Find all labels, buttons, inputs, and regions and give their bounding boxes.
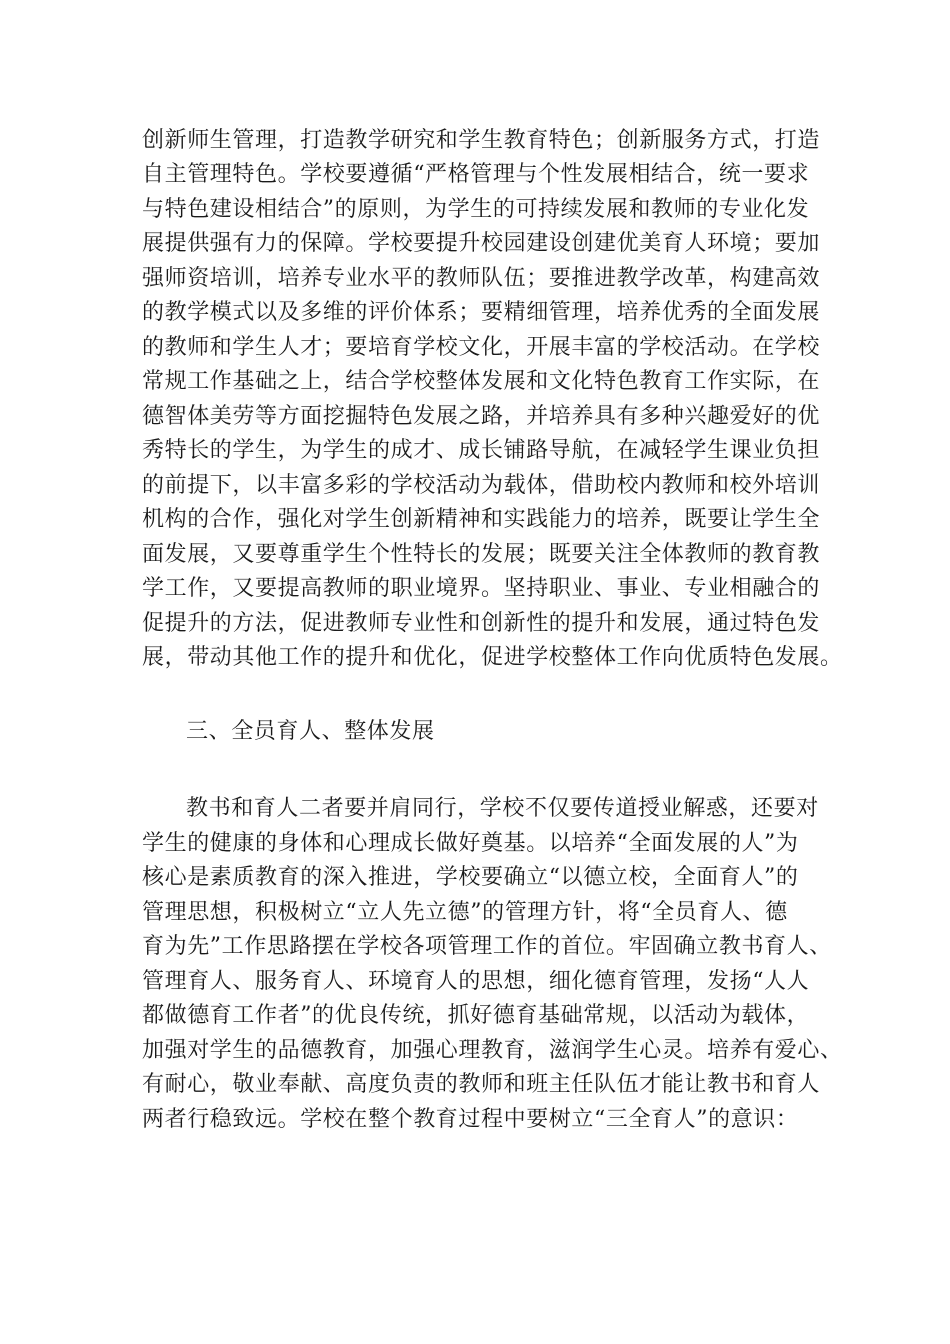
paragraph-2-line: 管理育人、服务育人、环境育人的思想，细化德育管理，发扬“人人 [142,969,810,994]
paragraph-2-line: 管理思想，积极树立“立人先立德”的管理方针，将“全员育人、德 [142,900,788,925]
paragraph-1-line: 常规工作基础之上，结合学校整体发展和文化特色教育工作实际，在 [142,369,821,394]
paragraph-1-line: 机构的合作，强化对学生创新精神和实践能力的培养，既要让学生全 [142,507,821,532]
paragraph-1-line: 创新师生管理，打造教学研究和学生教育特色；创新服务方式，打造 [142,128,821,153]
paragraph-2-line: 加强对学生的品德教育，加强心理教育，滋润学生心灵。培养有爱心、 [142,1038,843,1063]
paragraph-1-line: 自主管理特色。学校要遵循“严格管理与个性发展相结合，统一要求 [142,162,810,187]
paragraph-1-line: 展，带动其他工作的提升和优化，促进学校整体工作向优质特色发展。 [142,645,843,670]
paragraph-2-line: 都做德育工作者”的优良传统，抓好德育基础常规，以活动为载体， [142,1003,810,1028]
paragraph-2-line: 核心是素质教育的深入推进，学校要确立“以德立校，全面育人”的 [142,865,799,890]
paragraph-2-line: 学生的健康的身体和心理成长做好奠基。以培养“全面发展的人”为 [142,831,799,856]
paragraph-1-line: 的前提下，以丰富多彩的学校活动为载体，借助校内教师和校外培训 [142,473,821,498]
paragraph-2-line: 两者行稳致远。学校在整个教育过程中要树立“三全育人”的意识： [142,1107,799,1132]
paragraph-1-line: 面发展，又要尊重学生个性特长的发展；既要关注全体教师的教育教 [142,542,821,567]
paragraph-1-line: 学工作，又要提高教师的职业境界。坚持职业、事业、专业相融合的 [142,576,821,601]
paragraph-1-line: 的教师和学生人才；要培育学校文化，开展丰富的学校活动。在学校 [142,335,821,360]
section-heading: 三、全员育人、整体发展 [186,719,435,744]
paragraph-2-line: 教书和育人二者要并肩同行，学校不仅要传道授业解惑，还要对 [186,796,819,821]
paragraph-1-line: 德智体美劳等方面挖掘特色发展之路，并培养具有多种兴趣爱好的优 [142,404,821,429]
paragraph-1-line: 秀特长的学生，为学生的成才、成长铺路导航，在减轻学生课业负担 [142,438,821,463]
paragraph-2-line: 育为先”工作思路摆在学校各项管理工作的首位。牢固确立教书育人、 [142,934,832,959]
paragraph-1-line: 与特色建设相结合”的原则，为学生的可持续发展和教师的专业化发 [142,197,810,222]
paragraph-1-line: 促提升的方法，促进教师专业性和创新性的提升和发展，通过特色发 [142,611,821,636]
paragraph-1-line: 展提供强有力的保障。学校要提升校园建设创建优美育人环境；要加 [142,231,821,256]
paragraph-2-line: 有耐心，敬业奉献、高度负责的教师和班主任队伍才能让教书和育人 [142,1072,821,1097]
paragraph-1-line: 强师资培训，培养专业水平的教师队伍；要推进教学改革，构建高效 [142,266,821,291]
paragraph-1-line: 的教学模式以及多维的评价体系；要精细管理，培养优秀的全面发展 [142,300,821,325]
